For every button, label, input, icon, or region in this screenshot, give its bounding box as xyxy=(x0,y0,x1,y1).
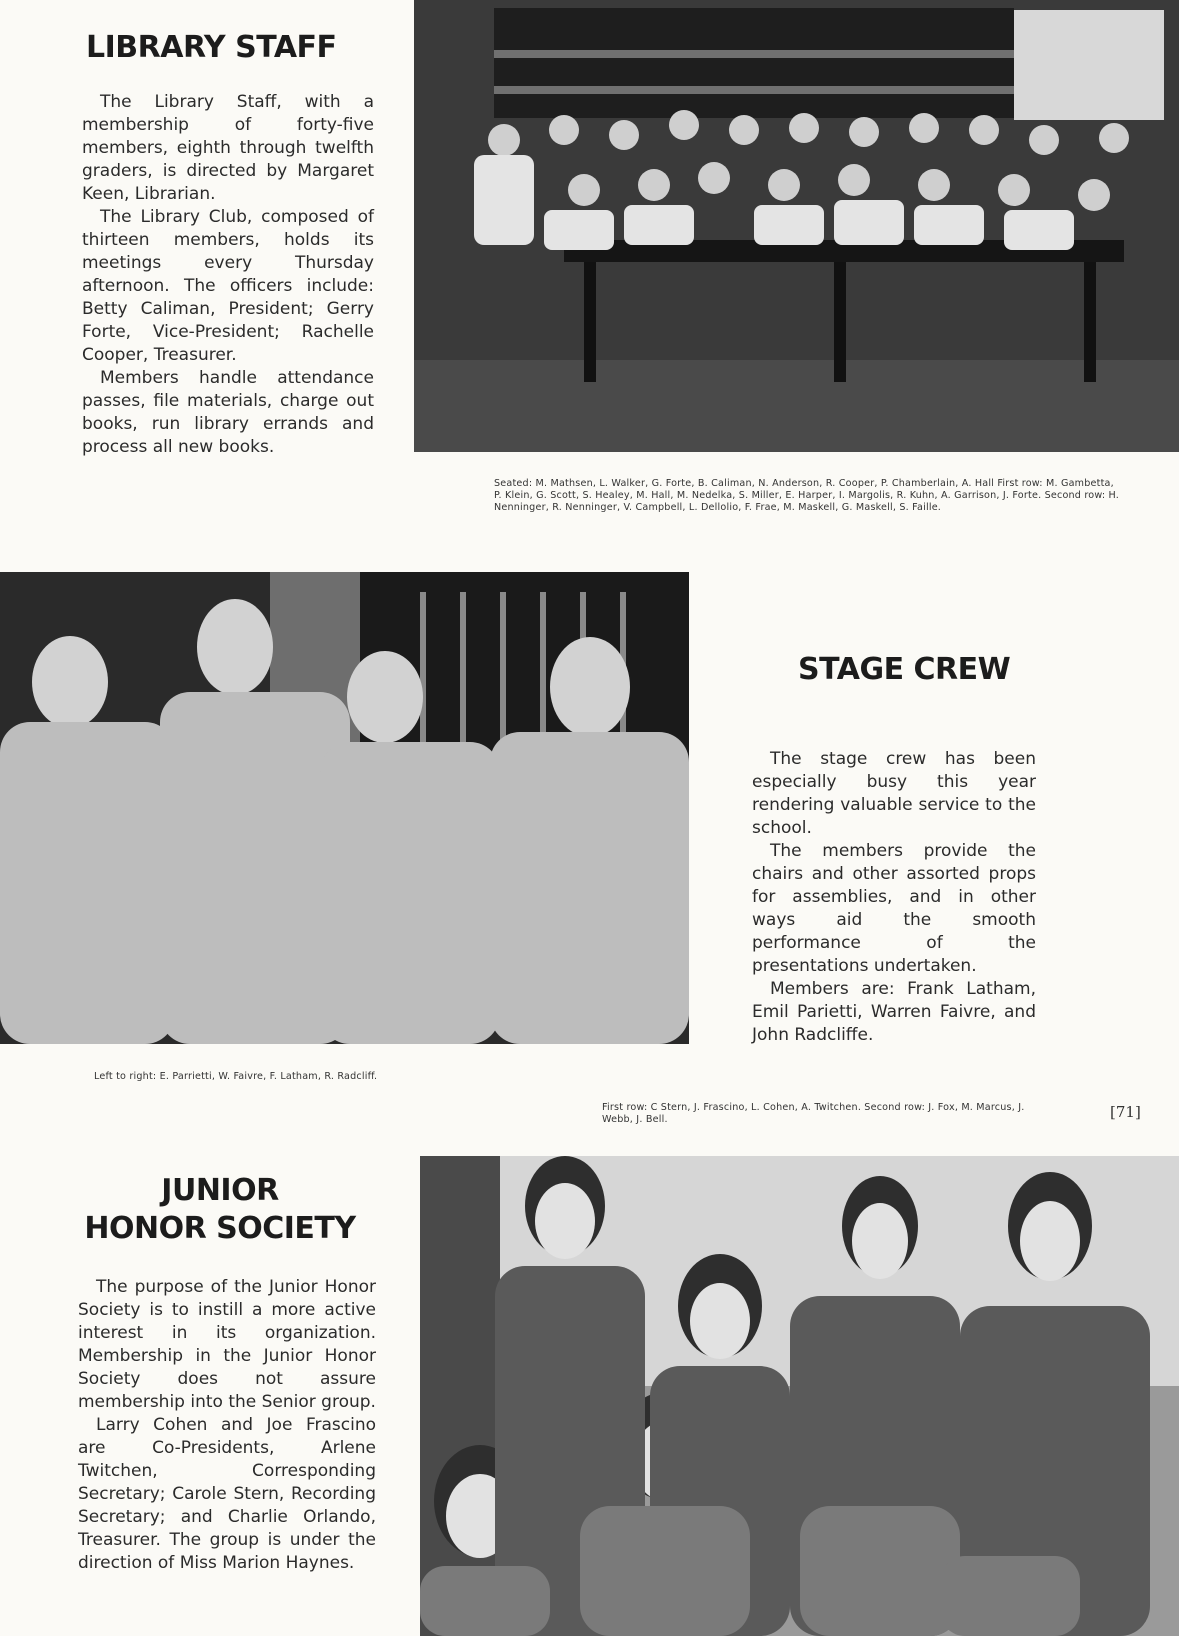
page-number: [71] xyxy=(1110,1103,1141,1121)
honor-paragraph-2: Larry Cohen and Joe Frascino are Co-Presidents, Arlene Twitchen, Corresponding Secretary; Carole Stern, Recording Secretary; and Charlie Orlando, Treasurer. The group is under the direction of Miss Marion Haynes. xyxy=(78,1415,376,1573)
stage-paragraph-1: The stage crew has been especially busy this year rendering valuable service to the school. xyxy=(752,749,1036,838)
stage-crew-text xyxy=(752,748,1036,1047)
library-staff-title: LIBRARY STAFF xyxy=(86,30,337,65)
stage-paragraph-3: Members are: Frank Latham, Emil Parietti, Warren Faivre, and John Radcliffe. xyxy=(752,979,1036,1045)
honor-society-photo xyxy=(420,1156,1179,1636)
library-paragraph-1: The Library Staff, with a membership of forty-five members, eighth through twelfth graders, is directed by Margaret Keen, Librarian. xyxy=(82,92,374,204)
honor-society-caption: First row: C Stern, J. Frascino, L. Cohen, A. Twitchen. Second row: J. Fox, M. Marcus, J. Webb, J. Bell. xyxy=(602,1102,1025,1125)
library-staff-caption: Seated: M. Mathsen, L. Walker, G. Forte, B. Caliman, N. Anderson, R. Cooper, P. Chamberlain, A. Hall First row: M. Gambetta, P. Klein, G. Scott, S. Healey, M. Hall, M. Nedelka, S. Miller, E. Harper, I. Margolis, R. Kuhn, A. Garrison, J. Forte. Second row: H. Nenninger, R. Nenninger, V. Campbell, L. Dellolio, F. Frae, M. Maskell, G. Maskell, S. Faille. xyxy=(494,478,1120,513)
honor-society-title xyxy=(60,1172,380,1248)
stage-crew-title: STAGE CREW xyxy=(798,652,1011,687)
stage-crew-caption: Left to right: E. Parrietti, W. Faivre, F. Latham, R. Radcliff. xyxy=(94,1071,378,1082)
stage-crew-photo xyxy=(0,572,689,1044)
honor-paragraph-1: The purpose of the Junior Honor Society is to instill a more active interest in its organization. Membership in the Junior Honor Society does not assure membership into the Senior group. xyxy=(78,1277,376,1412)
library-staff-text xyxy=(82,91,374,459)
library-staff-photo xyxy=(414,0,1179,452)
honor-title-line-1: JUNIOR xyxy=(161,1173,279,1208)
stage-paragraph-2: The members provide the chairs and other assorted props for assemblies, and in other ways aid the smooth performance of the presentations undertaken. xyxy=(752,841,1036,976)
library-paragraph-2: The Library Club, composed of thirteen members, holds its meetings every Thursday afternoon. The officers include: Betty Caliman, President; Gerry Forte, Vice-President; Rachelle Cooper, Treasurer. xyxy=(82,207,374,365)
library-paragraph-3: Members handle attendance passes, file materials, charge out books, run library errands and process all new books. xyxy=(82,368,374,457)
honor-title-line-2: HONOR SOCIETY xyxy=(84,1211,356,1246)
honor-society-text xyxy=(78,1276,376,1575)
